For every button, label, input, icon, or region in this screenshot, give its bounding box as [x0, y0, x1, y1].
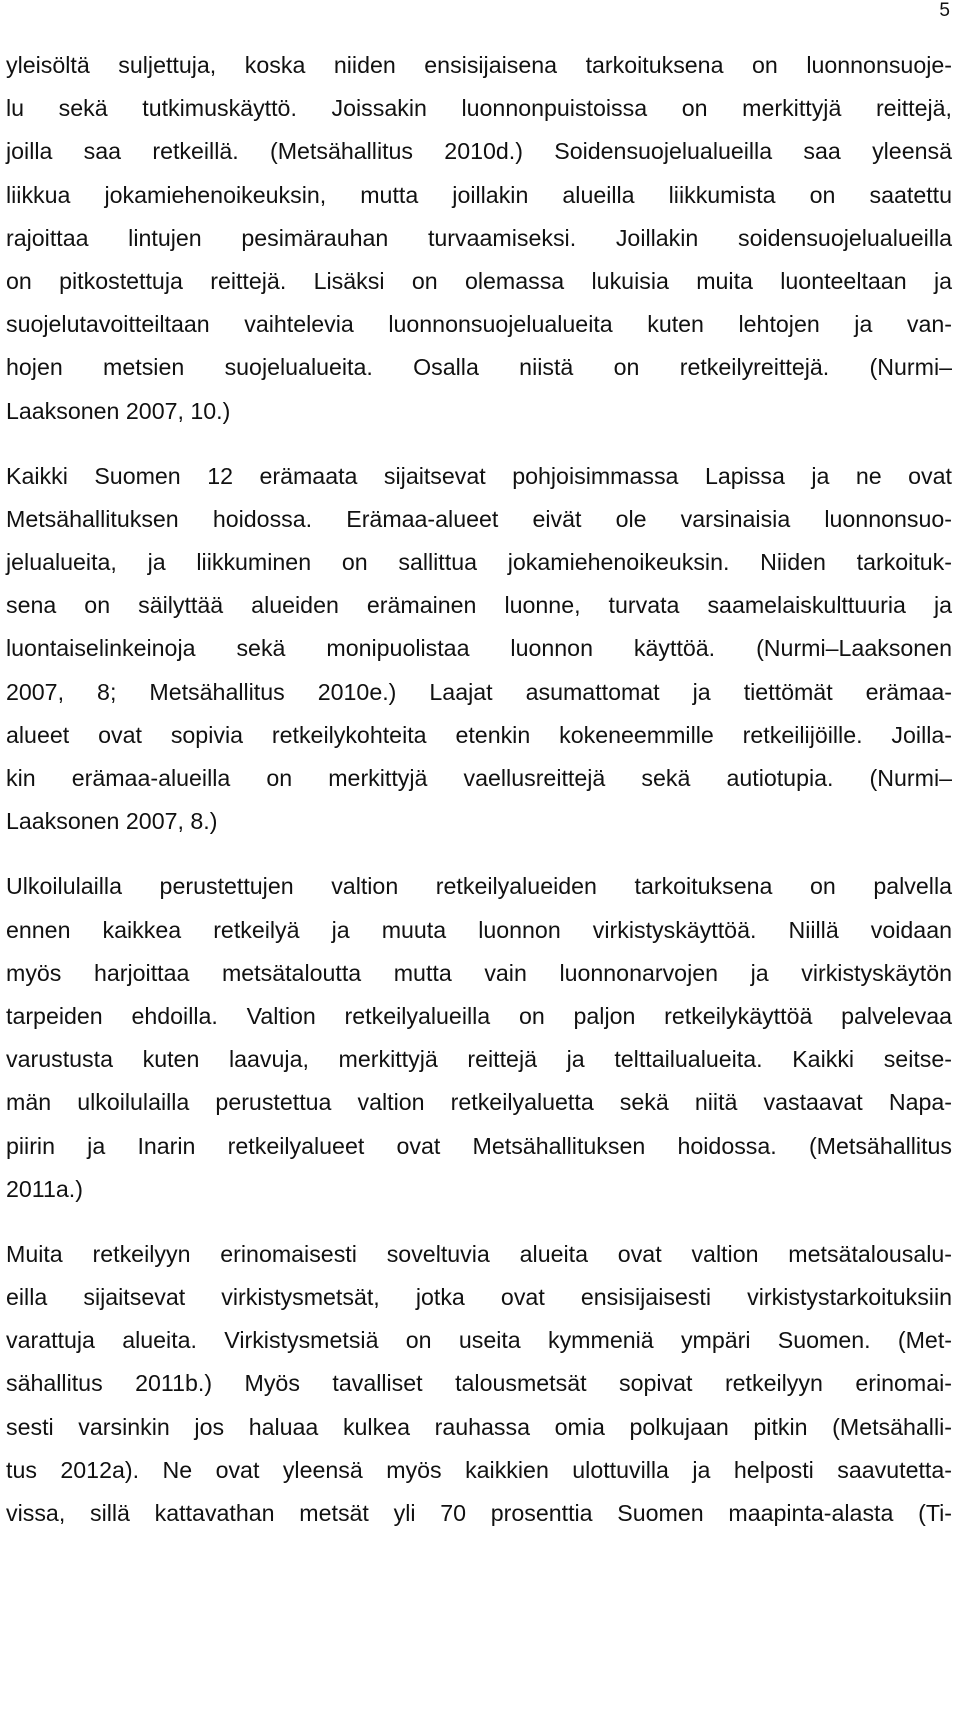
- text-line: liikkua jokamiehenoikeuksin, mutta joillakin alueilla liikkumista on saatettu: [6, 181, 952, 208]
- text-line: rajoittaa lintujen pesimärauhan turvaamiseksi. Joillakin soidensuojelualueilla: [6, 224, 952, 251]
- text-line: luontaiselinkeinoja sekä monipuolistaa luonnon käyttöä. (Nurmi–Laaksonen: [6, 635, 952, 662]
- text-line: kin erämaa-alueilla on merkittyjä vaellusreittejä sekä autiotupia. (Nurmi–: [6, 765, 952, 791]
- text-line: 2011a.): [6, 1175, 83, 1202]
- text-line: on pitkostettuja reittejä. Lisäksi on olemassa lukuisia muita luonteeltaan ja: [6, 267, 952, 294]
- text-line: Kaikki Suomen 12 erämaata sijaitsevat pohjoisimmassa Lapissa ja ne ovat: [6, 462, 952, 489]
- text-line: varattuja alueita. Virkistysmetsiä on useita kymmeniä ympäri Suomen. (Met-: [6, 1327, 952, 1354]
- text-line: myös harjoittaa metsätaloutta mutta vain luonnonarvojen ja virkistyskäytön: [6, 959, 952, 986]
- text-line: vissa, sillä kattavathan metsät yli 70 prosenttia Suomen maapinta-alasta (Ti-: [6, 1500, 952, 1526]
- text-line: Laaksonen 2007, 10.): [6, 397, 231, 424]
- text-line: tus 2012a). Ne ovat yleensä myös kaikkien ulottuvilla ja helposti saavutetta-: [6, 1456, 952, 1483]
- text-line: suojelutavoitteiltaan vaihtelevia luonnonsuojelualueita kuten lehtojen ja van-: [6, 311, 952, 338]
- paragraph: [6, 865, 952, 1211]
- paragraph-spacer: [6, 843, 952, 865]
- text-line: hojen metsien suojelualueita. Osalla niistä on retkeilyreittejä. (Nurmi–: [6, 354, 952, 381]
- text-line: joilla saa retkeillä. (Metsähallitus 2010d.) Soidensuojelualueilla saa yleensä: [6, 138, 952, 165]
- text-line: Metsähallituksen hoidossa. Erämaa-alueet eivät ole varsinaisia luonnonsuo-: [6, 505, 952, 532]
- text-line: sena on säilyttää alueiden erämainen luonne, turvata saamelaiskulttuuria ja: [6, 592, 952, 619]
- text-line: 2007, 8; Metsähallitus 2010e.) Laajat asumattomat ja tiettömät erämaa-: [6, 678, 952, 705]
- paragraph-spacer: [6, 433, 952, 455]
- text-line: Muita retkeilyyn erinomaisesti soveltuvia alueita ovat valtion metsätalousalu-: [6, 1240, 952, 1267]
- text-line: sähallitus 2011b.) Myös tavalliset talousmetsät sopivat retkeilyyn erinomai-: [6, 1370, 952, 1397]
- text-line: yleisöltä suljettuja, koska niiden ensisijaisena tarkoituksena on luonnonsuoje-: [6, 52, 952, 78]
- text-line: sesti varsinkin jos haluaa kulkea rauhassa omia polkujaan pitkin (Metsähalli-: [6, 1413, 952, 1440]
- text-line: ennen kaikkea retkeilyä ja muuta luonnon virkistyskäyttöä. Niillä voidaan: [6, 916, 952, 943]
- text-line: tarpeiden ehdoilla. Valtion retkeilyalueilla on paljon retkeilykäyttöä palvelevaa: [6, 1002, 952, 1029]
- text-line: män ulkoilulailla perustettua valtion retkeilyaluetta sekä niitä vastaavat Napa-: [6, 1089, 952, 1116]
- paragraph: [6, 44, 952, 433]
- document-body: [6, 44, 952, 1535]
- paragraph-spacer: [6, 1211, 952, 1233]
- text-line: Laaksonen 2007, 8.): [6, 808, 218, 835]
- paragraph: [6, 455, 952, 844]
- text-line: Ulkoilulailla perustettujen valtion retkeilyalueiden tarkoituksena on palvella: [6, 873, 952, 900]
- paragraph: [6, 1233, 952, 1535]
- page-number: 5: [939, 0, 950, 21]
- text-line: alueet ovat sopivia retkeilykohteita etenkin kokeneemmille retkeilijöille. Joilla-: [6, 721, 952, 748]
- text-line: lu sekä tutkimuskäyttö. Joissakin luonnonpuistoissa on merkittyjä reittejä,: [6, 95, 952, 122]
- text-line: piirin ja Inarin retkeilyalueet ovat Metsähallituksen hoidossa. (Metsähallitus: [6, 1132, 952, 1159]
- text-line: jelualueita, ja liikkuminen on sallittua jokamiehenoikeuksin. Niiden tarkoituk-: [6, 549, 952, 576]
- text-line: eilla sijaitsevat virkistysmetsät, jotka ovat ensisijaisesti virkistystarkoituksiin: [6, 1284, 952, 1311]
- text-line: varustusta kuten laavuja, merkittyjä reittejä ja telttailualueita. Kaikki seitse-: [6, 1046, 952, 1073]
